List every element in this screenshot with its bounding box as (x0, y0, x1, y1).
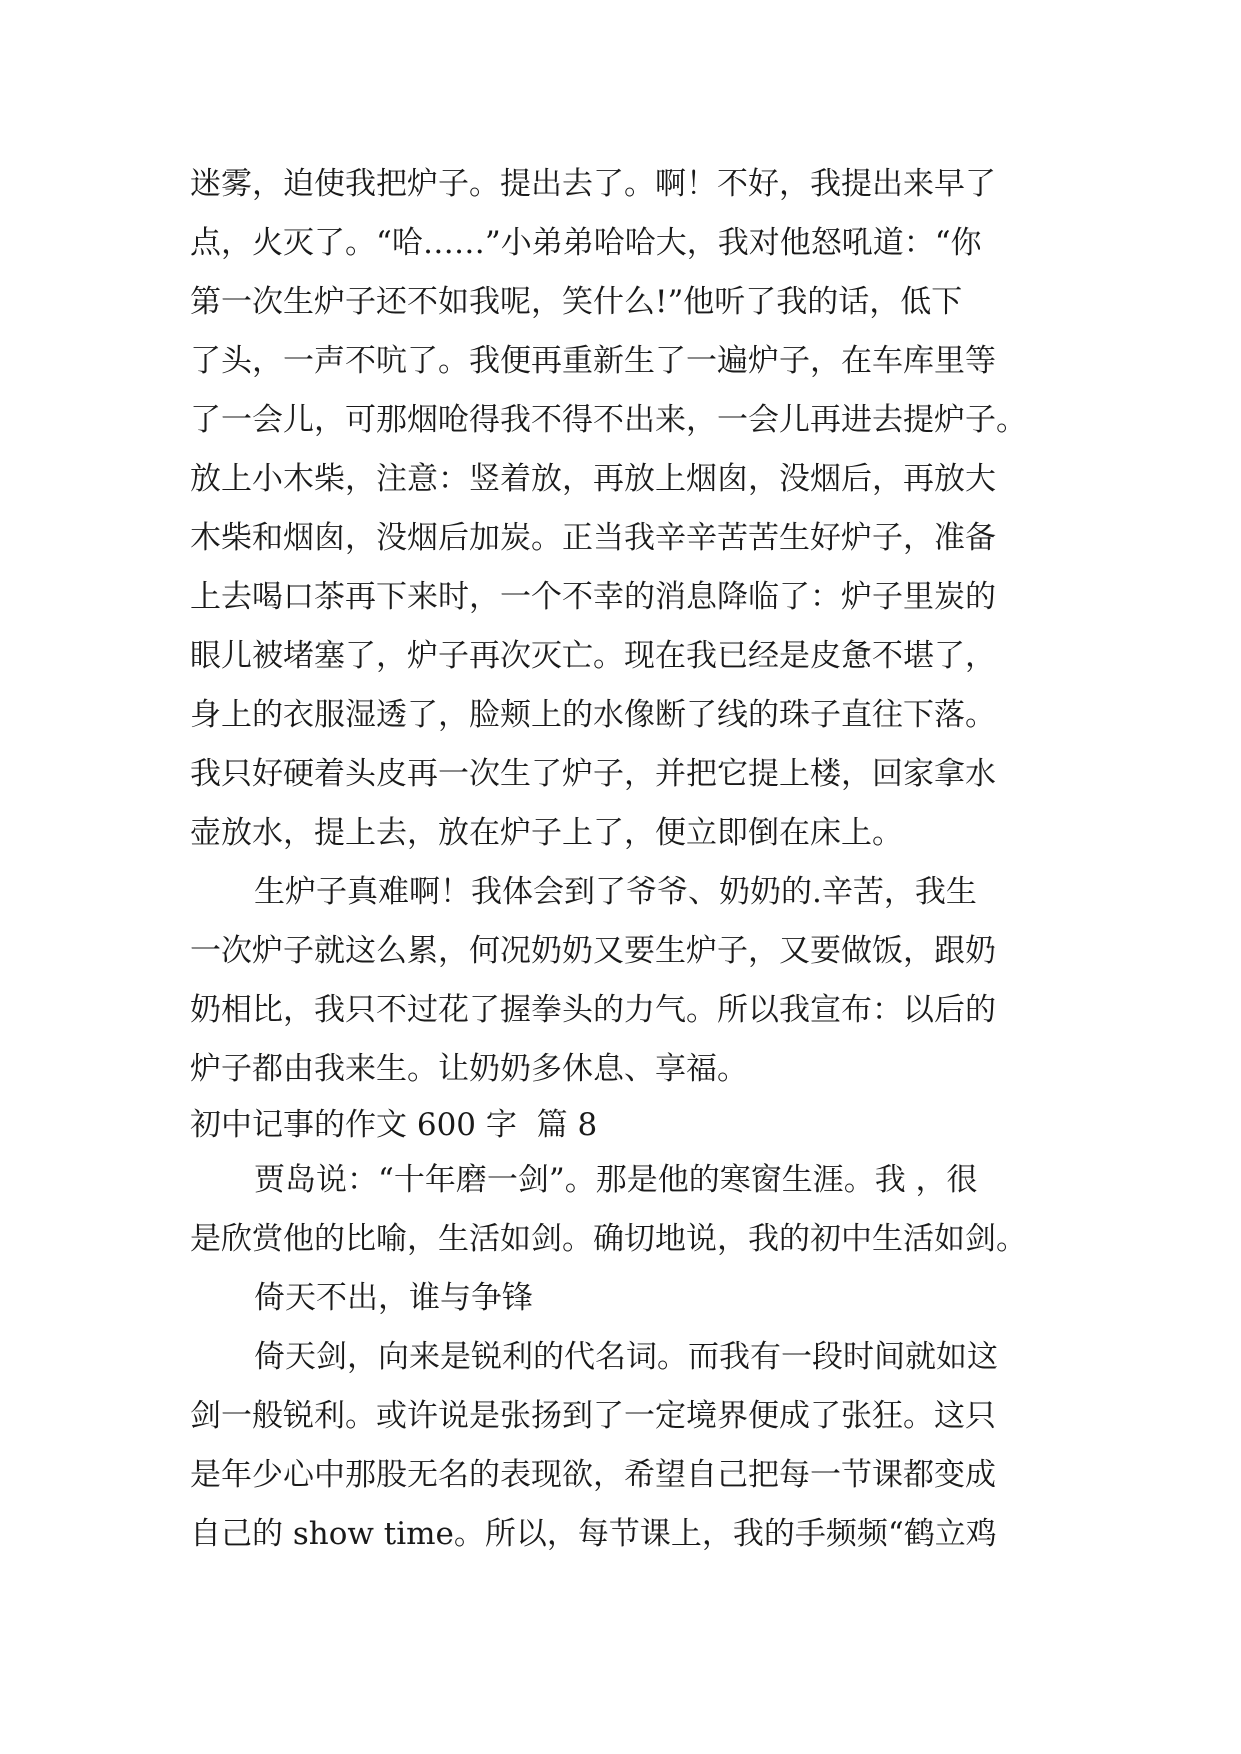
text-line: 是欣赏他的比喻，生活如剑。确切地说，我的初中生活如剑。 (190, 1221, 1027, 1257)
text-line: 一次炉子就这么累，何况奶奶又要生炉子，又要做饭，跟奶 (190, 933, 996, 969)
text-line: 倚天不出，谁与争锋 (254, 1280, 533, 1316)
text-line: 眼儿被堵塞了，炉子再次灭亡。现在我已经是皮惫不堪了， (190, 638, 996, 674)
text-line: 炉子都由我来生。让奶奶多休息、享福。 (190, 1051, 748, 1087)
text-line: 了头，一声不吭了。我便再重新生了一遍炉子，在车库里等 (190, 343, 996, 379)
text-line: 自己的 show time。所以，每节课上，我的手频频“鹤立鸡 (190, 1516, 997, 1552)
text-line: 了一会儿，可那烟呛得我不得不出来，一会儿再进去提炉子。 (190, 402, 1027, 438)
text-line: 我只好硬着头皮再一次生了炉子，并把它提上楼，回家拿水 (190, 756, 996, 792)
essay-body (190, 155, 1070, 1564)
text-line: 第一次生炉子还不如我呢，笑什么!”他听了我的话，低下 (190, 284, 963, 320)
text-line: 奶相比，我只不过花了握拳头的力气。所以我宣布：以后的 (190, 992, 996, 1028)
text-line: 上去喝口茶再下来时，一个不幸的消息降临了：炉子里炭的 (190, 579, 996, 615)
essay-part-1 (190, 155, 1070, 1099)
text-line: 是年少心中那股无名的表现欲，希望自己把每一节课都变成 (190, 1457, 996, 1493)
section-heading: 初中记事的作文 600 字 篇 8 (190, 1107, 598, 1143)
text-line: 放上小木柴，注意：竖着放，再放上烟囱，没烟后，再放大 (190, 461, 996, 497)
text-line: 木柴和烟囱，没烟后加炭。正当我辛辛苦苦生好炉子，准备 (190, 520, 996, 556)
text-line: 剑一般锐利。或许说是张扬到了一定境界便成了张狂。这只 (190, 1398, 996, 1434)
text-line: 生炉子真难啊！我体会到了爷爷、奶奶的.辛苦，我生 (254, 874, 977, 910)
text-line: 身上的衣服湿透了，脸颊上的水像断了线的珠子直往下落。 (190, 697, 996, 733)
text-line: 迷雾，迫使我把炉子。提出去了。啊！不好，我提出来早了 (190, 166, 996, 202)
essay-part-2 (190, 1151, 1070, 1564)
text-line: 倚天剑，向来是锐利的代名词。而我有一段时间就如这 (254, 1339, 998, 1375)
text-line: 贾岛说：“十年磨一剑”。那是他的寒窗生涯。我 ，很 (254, 1162, 978, 1198)
text-line: 点，火灭了。“哈……”小弟弟哈哈大，我对他怒吼道：“你 (190, 225, 982, 261)
text-line: 壶放水，提上去，放在炉子上了，便立即倒在床上。 (190, 815, 903, 851)
